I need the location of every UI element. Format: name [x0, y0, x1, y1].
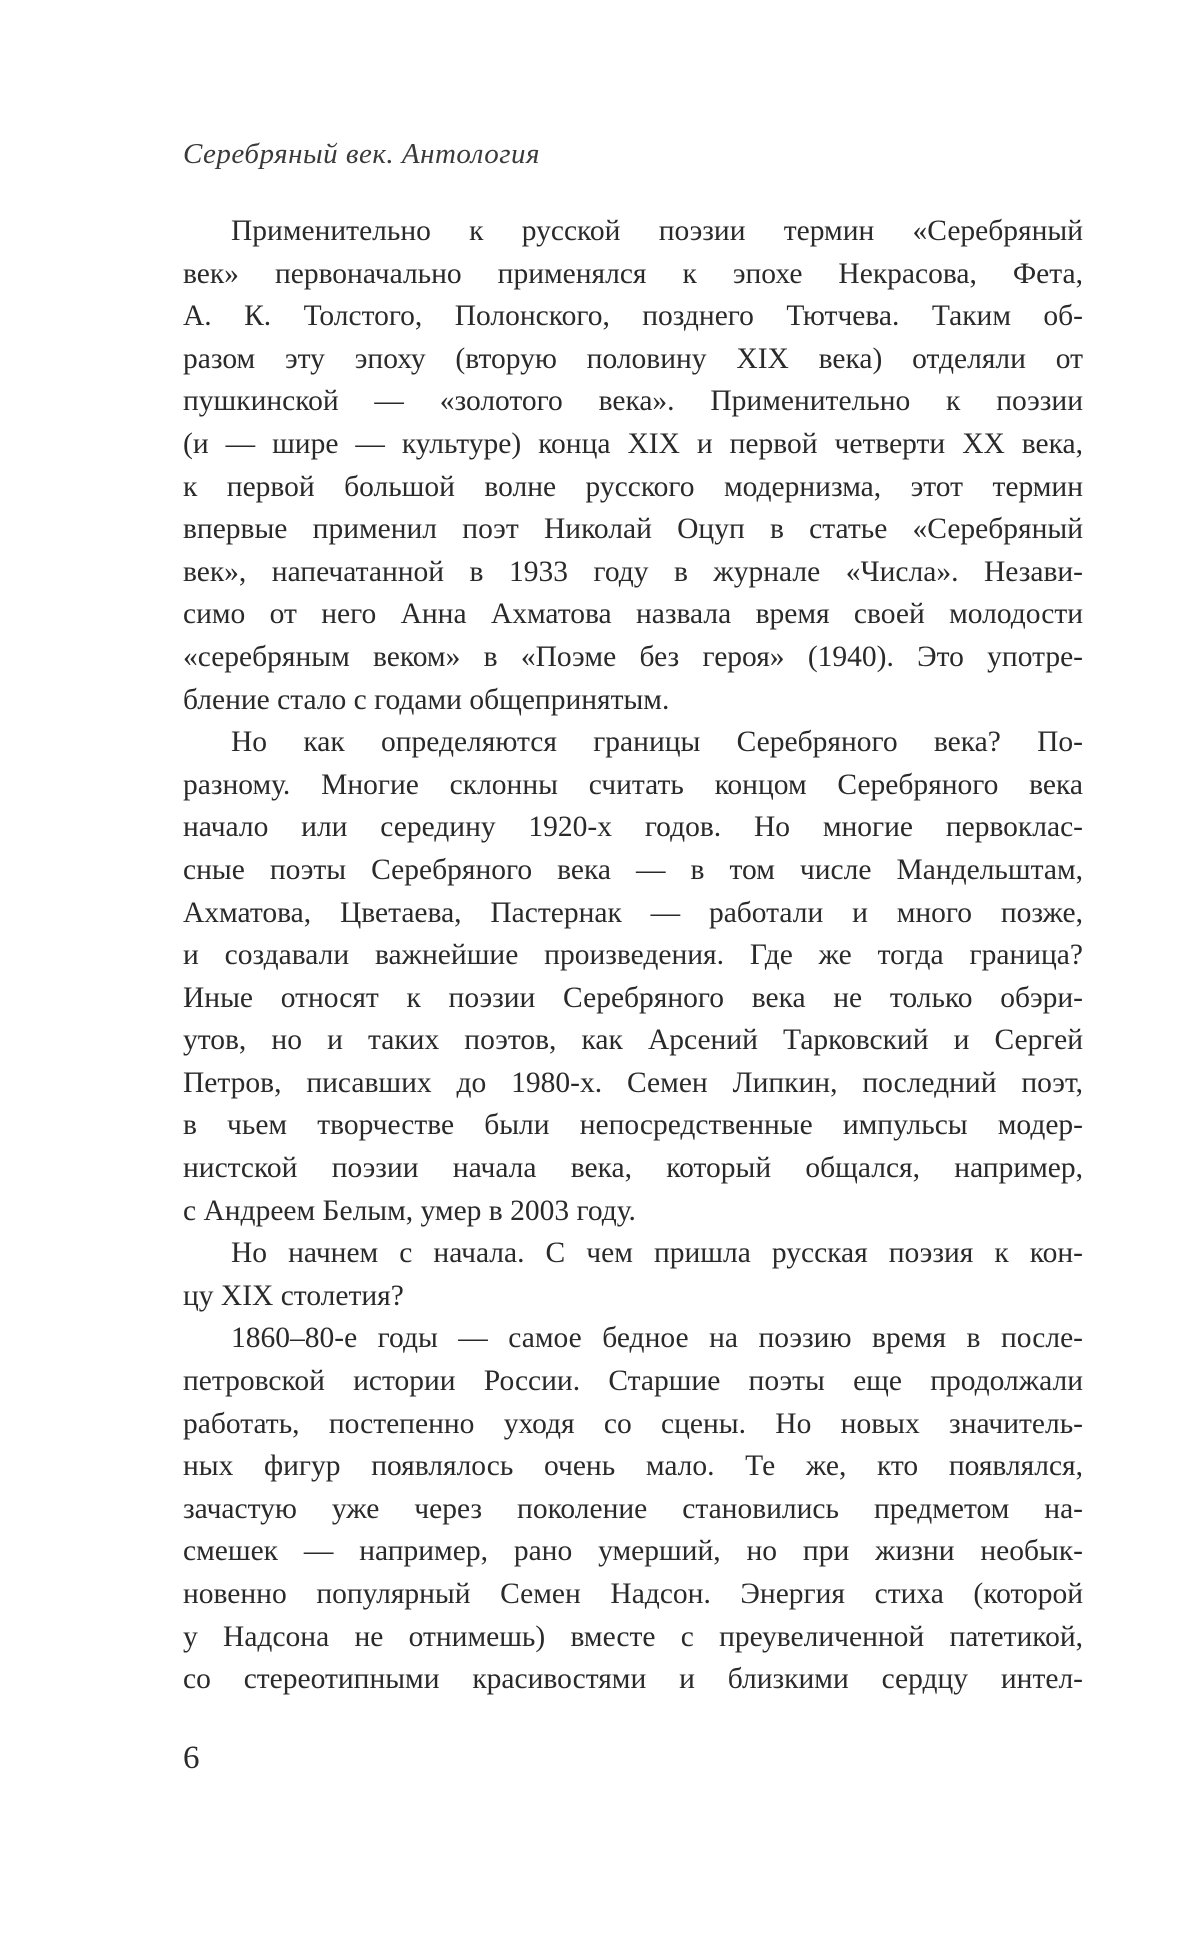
text-line: А. К. Толстого, Полонского, позднего Тютчева. Таким об-: [183, 300, 1083, 333]
text-line: разом эту эпоху (вторую половину XIX века) отделяли от: [183, 342, 1083, 375]
text-line: смешек — например, рано умерший, но при жизни необык-: [183, 1535, 1083, 1568]
body-text: [183, 210, 1083, 1701]
text-line: утов, но и таких поэтов, как Арсений Тарковский и Сергей: [183, 1024, 1083, 1057]
text-line: с Андреем Белым, умер в 2003 году.: [183, 1194, 636, 1227]
text-line: Но начнем с начала. С чем пришла русская поэзия к кон-: [231, 1237, 1083, 1270]
text-line: в чьем творчестве были непосредственные импульсы модер-: [183, 1109, 1083, 1142]
text-line: 1860–80-е годы — самое бедное на поэзию время в после-: [231, 1322, 1083, 1355]
text-line: и создавали важнейшие произведения. Где же тогда граница?: [183, 939, 1083, 972]
text-line: Иные относят к поэзии Серебряного века не только обэри-: [183, 981, 1083, 1014]
text-line: цу XIX столетия?: [183, 1279, 404, 1312]
text-line: зачастую уже через поколение становились предметом на-: [183, 1492, 1083, 1525]
text-line: ных фигур появлялось очень мало. Те же, кто появлялся,: [183, 1450, 1083, 1483]
text-line: у Надсона не отнимешь) вместе с преувеличенной патетикой,: [183, 1620, 1083, 1653]
text-line: Применительно к русской поэзии термин «Серебряный: [231, 215, 1083, 247]
text-line: (и — шире — культуре) конца XIX и первой четверти XX века,: [183, 427, 1083, 460]
text-line: работать, постепенно уходя со сцены. Но новых значитель-: [183, 1407, 1083, 1440]
text-line: Петров, писавших до 1980-х. Семен Липкин, последний поэт,: [183, 1066, 1083, 1099]
running-head: Серебряный век. Антология: [183, 138, 541, 170]
text-line: к первой большой волне русского модернизма, этот термин: [183, 470, 1083, 503]
text-line: «серебряным веком» в «Поэме без героя» (1940). Это употре-: [183, 640, 1083, 673]
text-line: со стереотипными красивостями и близкими сердцу интел-: [183, 1663, 1083, 1696]
text-line: век» первоначально применялся к эпохе Некрасова, Фета,: [183, 257, 1083, 290]
text-line: петровской истории России. Старшие поэты еще продолжали: [183, 1365, 1083, 1398]
text-line: симо от него Анна Ахматова назвала время своей молодости: [183, 598, 1083, 631]
text-line: нистской поэзии начала века, который общался, например,: [183, 1152, 1083, 1185]
text-line: Но как определяются границы Серебряного века? По-: [231, 726, 1083, 759]
text-line: пушкинской — «золотого века». Применительно к поэзии: [183, 385, 1083, 418]
text-line: бление стало с годами общепринятым.: [183, 683, 670, 716]
text-line: разному. Многие склонны считать концом Серебряного века: [183, 768, 1083, 801]
text-line: начало или середину 1920-х годов. Но многие первоклас-: [183, 811, 1083, 844]
text-line: Ахматова, Цветаева, Пастернак — работали и много позже,: [183, 896, 1083, 929]
text-line: новенно популярный Семен Надсон. Энергия стиха (которой: [183, 1578, 1083, 1610]
text-line: век», напечатанной в 1933 году в журнале «Числа». Незави-: [183, 555, 1083, 588]
text-line: впервые применил поэт Николай Оцуп в статье «Серебряный: [183, 513, 1083, 546]
page-number: 6: [183, 1740, 200, 1776]
text-line: сные поэты Серебряного века — в том числе Мандельштам,: [183, 853, 1083, 886]
